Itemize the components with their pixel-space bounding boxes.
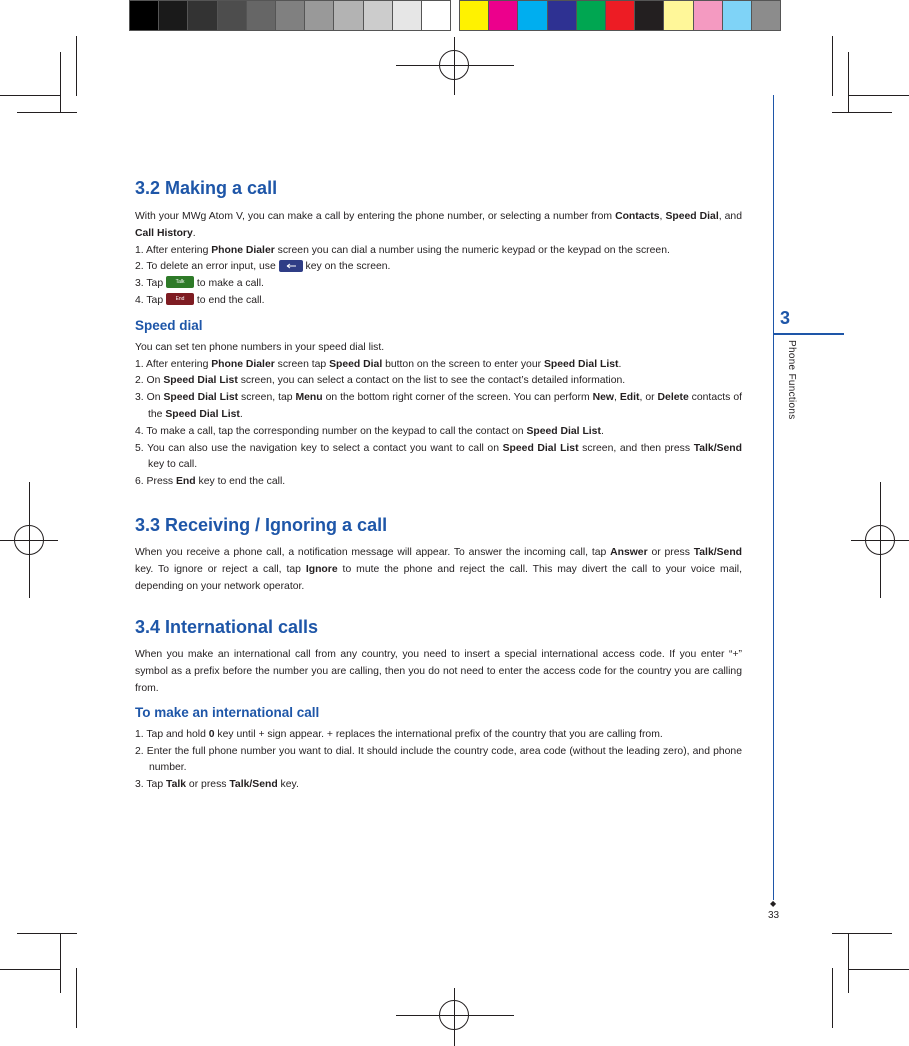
text-run: , or — [639, 392, 658, 404]
text-run: screen you can dial a number using the numeric keypad or the keypad on the screen. — [274, 244, 670, 256]
list-item — [135, 357, 742, 374]
text-run: 2. To delete an error input, use — [135, 261, 279, 273]
page-number: 33 — [768, 910, 780, 921]
text-run: key until + sign appear. + replaces the international prefix of the country that you are calling from. — [214, 728, 663, 740]
text-run: 5. You can also use the navigation key to select a contact you want to call on — [135, 442, 503, 454]
text-run: 4. To make a call, tap the corresponding number on the keypad to call the contact on — [135, 425, 527, 437]
text-run: . — [600, 425, 604, 437]
gray-swatch — [421, 0, 451, 31]
crop-mark-line — [76, 968, 77, 1028]
list-item — [135, 293, 742, 310]
list-item — [135, 243, 742, 260]
color-swatch — [576, 0, 606, 31]
text-run: , — [659, 211, 666, 222]
text-run: screen tap — [274, 358, 330, 370]
list-item — [135, 441, 742, 475]
gray-swatch — [246, 0, 276, 31]
text-run: key. — [277, 779, 299, 791]
side-tab-line — [773, 95, 774, 900]
color-swatch — [605, 0, 635, 31]
crop-mark-line — [0, 969, 60, 970]
crop-mark-line — [76, 36, 77, 96]
text-run: With your MWg Atom V, you can make a call by entering the phone number, or selecting a number from — [135, 211, 616, 222]
subsection-title-international-call: To make an international call — [135, 704, 320, 720]
bold-term: Phone Dialer — [211, 358, 275, 370]
bold-term: 0 — [208, 728, 215, 740]
text-run: , and — [718, 211, 742, 222]
bold-term: Speed Dial List — [502, 442, 579, 454]
gray-swatch — [217, 0, 247, 31]
bold-term: New — [592, 392, 614, 404]
bold-term: Phone Dialer — [211, 244, 275, 256]
color-swatch — [663, 0, 693, 31]
bold-term: Talk/Send — [693, 546, 743, 558]
list-item — [135, 259, 742, 276]
color-swatch — [634, 0, 664, 31]
color-swatch — [459, 0, 489, 31]
section-title-making-a-call: 3.2 Making a call — [135, 178, 278, 198]
chapter-title: Phone Functions — [786, 340, 797, 420]
crop-mark-line — [832, 36, 833, 96]
text-run: 3. Tap — [135, 278, 167, 290]
text-run: , — [614, 392, 620, 404]
gray-swatch — [304, 0, 334, 31]
crop-mark-line — [832, 933, 892, 934]
bold-term: Answer — [610, 546, 648, 558]
text-run: or press — [186, 779, 230, 791]
text-run: 1. After entering — [135, 244, 212, 256]
page-content — [135, 176, 742, 794]
text-run: 3. Tap — [135, 779, 167, 791]
list-item — [135, 474, 742, 491]
list-item — [135, 373, 742, 390]
list-item — [135, 390, 742, 424]
registration-circle — [14, 525, 44, 555]
gray-swatch — [158, 0, 188, 31]
text-run: . — [239, 408, 243, 420]
crop-mark-line — [848, 933, 849, 993]
text-run: screen, you can select a contact on the list to see the contact’s detailed information. — [237, 375, 626, 387]
diamond-icon: ◆ — [770, 899, 777, 908]
crop-mark-line — [849, 95, 909, 96]
text-run: key. To ignore or reject a call, tap — [135, 563, 306, 575]
text-run: 2. On — [135, 375, 164, 387]
bold-term: Speed Dial List — [543, 358, 619, 370]
text-run: . — [618, 358, 622, 370]
side-tab-rule — [773, 333, 844, 335]
text-run: screen, tap — [238, 392, 296, 404]
gray-swatch — [392, 0, 422, 31]
list-item — [135, 744, 742, 778]
list-item — [135, 424, 742, 441]
text-run: 3. On — [135, 392, 164, 404]
bold-term: Speed Dial List — [163, 375, 238, 387]
section-title-receiving-ignoring: 3.3 Receiving / Ignoring a call — [135, 514, 388, 535]
section-title-international-calls: 3.4 International calls — [135, 617, 319, 638]
crop-mark-line — [17, 933, 77, 934]
color-swatch — [693, 0, 723, 31]
bold-term: Speed Dial List — [526, 425, 601, 437]
chapter-number: 3 — [780, 308, 791, 328]
gray-swatch — [187, 0, 217, 31]
text-run: key to end the call. — [195, 476, 286, 488]
bold-term: Speed Dial — [329, 358, 383, 370]
crop-mark-line — [832, 968, 833, 1028]
text-run: to make a call. — [194, 278, 264, 290]
text-run: 2. Enter the full phone number you want to dial. It should include the country code, area code (without the leading zero), and phone number. — [135, 745, 742, 774]
crop-mark-line — [849, 969, 909, 970]
bold-term: Speed Dial List — [163, 392, 239, 404]
text-run: key to call. — [148, 459, 198, 471]
paragraph-making-a-call-intro — [135, 209, 742, 243]
text-run: button on the screen to enter your — [382, 358, 544, 370]
color-swatch — [517, 0, 547, 31]
registration-circle — [865, 525, 895, 555]
bold-term: Speed Dial — [665, 211, 719, 222]
text-run: or press — [647, 546, 694, 558]
crop-mark-line — [60, 52, 61, 112]
text-run: 6. Press — [135, 476, 176, 488]
crop-mark-line — [848, 52, 849, 112]
bold-term: Call History — [135, 227, 193, 239]
list-item — [135, 777, 742, 794]
bold-term: Talk/Send — [693, 442, 742, 454]
paragraph-speed-dial-intro: You can set ten phone numbers in your speed dial list. — [135, 341, 385, 353]
talk-key-icon: Talk — [166, 276, 194, 288]
gray-swatch — [275, 0, 305, 31]
bold-term: Contacts — [615, 211, 660, 222]
registration-circle — [439, 1000, 469, 1030]
crop-mark-line — [0, 95, 60, 96]
bold-term: Talk/Send — [229, 779, 278, 791]
registration-circle — [439, 50, 469, 80]
bold-term: Talk — [166, 779, 187, 791]
text-run: 4. Tap — [135, 294, 167, 306]
text-run: on the bottom right corner of the screen. You can perform — [322, 392, 593, 404]
color-swatch — [722, 0, 752, 31]
crop-mark-line — [17, 112, 77, 113]
text-run: . — [192, 227, 196, 239]
paragraph-international-intro: When you make an international call from any country, you need to insert a special international access code. If you enter “+” symbol as a prefix before the number you are calling, then you do not need to enter the access code for the country you are calling from. — [135, 649, 742, 694]
list-item — [135, 276, 742, 293]
text-run: 1. After entering — [135, 358, 212, 370]
bold-term: Delete — [657, 392, 689, 404]
color-swatch — [488, 0, 518, 31]
text-run: 1. Tap and hold — [135, 728, 209, 740]
gray-swatch — [363, 0, 393, 31]
color-swatch — [547, 0, 577, 31]
list-item — [135, 727, 742, 744]
subsection-title-speed-dial: Speed dial — [135, 317, 203, 333]
bold-term: Edit — [619, 392, 640, 404]
text-run: to end the call. — [194, 294, 265, 306]
text-run: to mute the phone and reject the call. This may divert the call to your voice mail, depending on your network operator. — [135, 563, 742, 592]
gray-swatch — [129, 0, 159, 31]
bold-term: Menu — [295, 392, 323, 404]
crop-mark-line — [832, 112, 892, 113]
bold-term: Speed Dial List — [165, 408, 240, 420]
crop-mark-line — [60, 933, 61, 993]
text-run: When you receive a phone call, a notification message will appear. To answer the incoming call, tap — [135, 546, 611, 558]
paragraph-receiving-call — [135, 545, 742, 595]
text-run: contacts of the — [148, 392, 742, 420]
end-key-icon: End — [166, 293, 194, 305]
bold-term: End — [176, 476, 196, 488]
backspace-key-icon — [279, 260, 303, 272]
gray-swatch — [333, 0, 363, 31]
bold-term: Ignore — [305, 563, 338, 575]
text-run: screen, and then press — [578, 442, 694, 454]
text-run: key on the screen. — [302, 261, 391, 273]
color-swatch — [751, 0, 781, 31]
